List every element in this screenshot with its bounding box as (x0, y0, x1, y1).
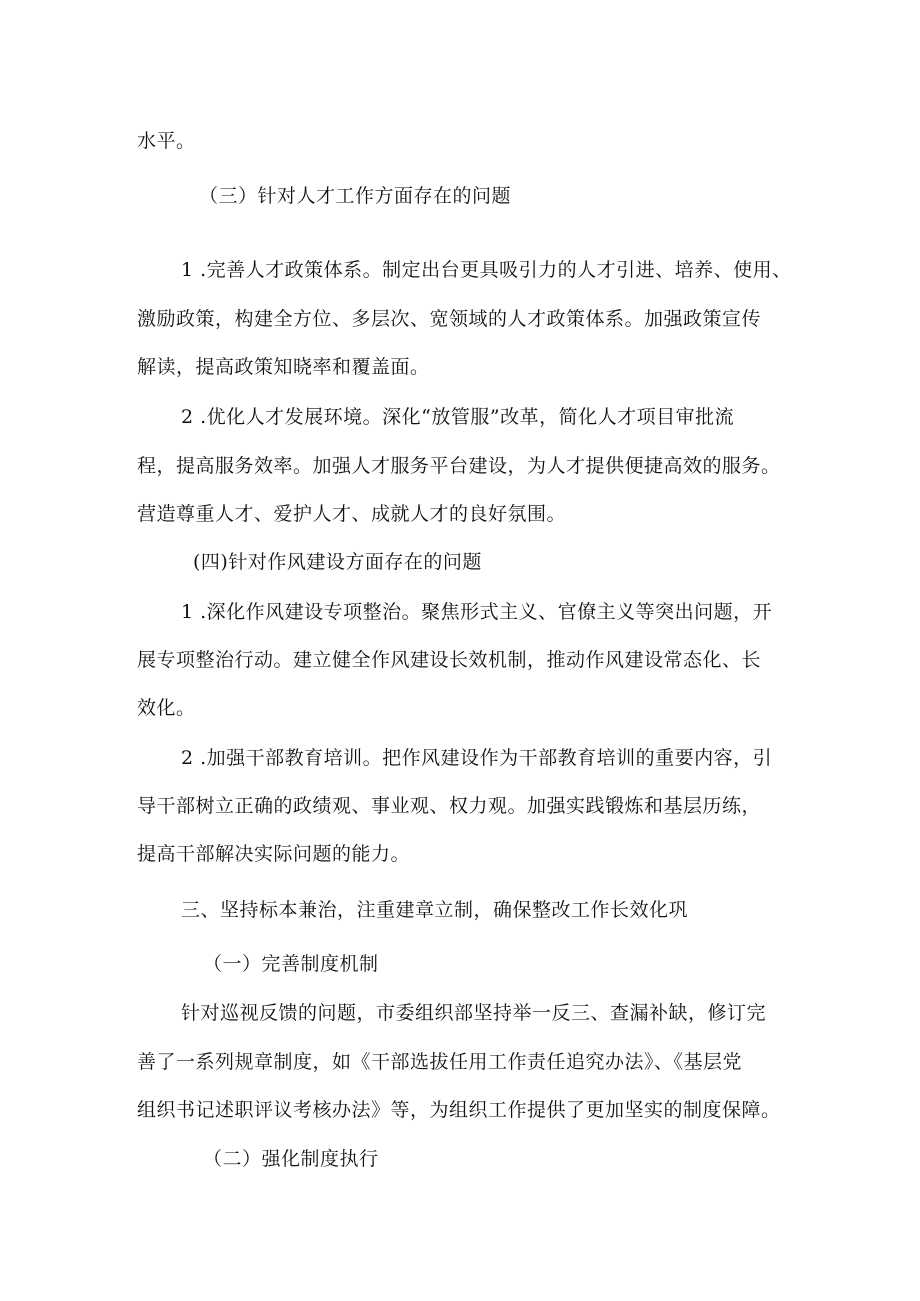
section-heading: （二）强化制度执行 (203, 1148, 379, 1170)
major-heading: 三、坚持标本兼治，注重建章立制，确保整改工作长效化巩 (181, 899, 689, 921)
paragraph-line: 2 .加强干部教育培训。把作风建设作为干部教育培训的重要内容，引 (181, 747, 773, 769)
paragraph-line: 针对巡视反馈的问题，市委组织部坚持举一反三、查漏补缺，修订完 (181, 1002, 767, 1024)
paragraph-line: 1 .深化作风建设专项整治。聚焦形式主义、官僚主义等突出问题，开 (181, 601, 773, 623)
paragraph-line: 激励政策，构建全方位、多层次、宽领域的人才政策体系。加强政策宣传 (137, 308, 762, 330)
section-heading: （三）针对人才工作方面存在的问题 (199, 185, 512, 207)
section-heading: （一）完善制度机制 (203, 953, 379, 975)
paragraph-line: 营造尊重人才、爱护人才、成就人才的良好氛围。 (137, 503, 567, 525)
paragraph-line: 组织书记述职评议考核办法》等，为组织工作提供了更加坚实的制度保障。 (137, 1099, 781, 1121)
section-heading: (四)针对作风建设方面存在的问题 (193, 551, 482, 573)
paragraph-line: 提高干部解决实际问题的能力。 (137, 843, 411, 865)
paragraph-line: 效化。 (137, 697, 196, 719)
paragraph-line: 导干部树立正确的政绩观、事业观、权力观。加强实践锻炼和基层历练， (137, 795, 762, 817)
paragraph-line: 展专项整治行动。建立健全作风建设长效机制，推动作风建设常态化、长 (137, 649, 762, 671)
paragraph-line: 水平。 (137, 130, 196, 152)
paragraph-line: 程，提高服务效率。加强人才服务平台建设，为人才提供便捷高效的服务。 (137, 455, 781, 477)
paragraph-line: 解读，提高政策知晓率和覆盖面。 (137, 356, 430, 378)
paragraph-line: 善了一系列规章制度，如《干部选拔任用工作责任追究办法》、《基层党 (137, 1051, 743, 1073)
paragraph-line: 1 .完善人才政策体系。制定出台更具吸引力的人才引进、培养、使用、 (181, 259, 792, 281)
paragraph-line: 2 .优化人才发展环境。深化“放管服”改革，简化人才项目审批流 (181, 406, 735, 428)
